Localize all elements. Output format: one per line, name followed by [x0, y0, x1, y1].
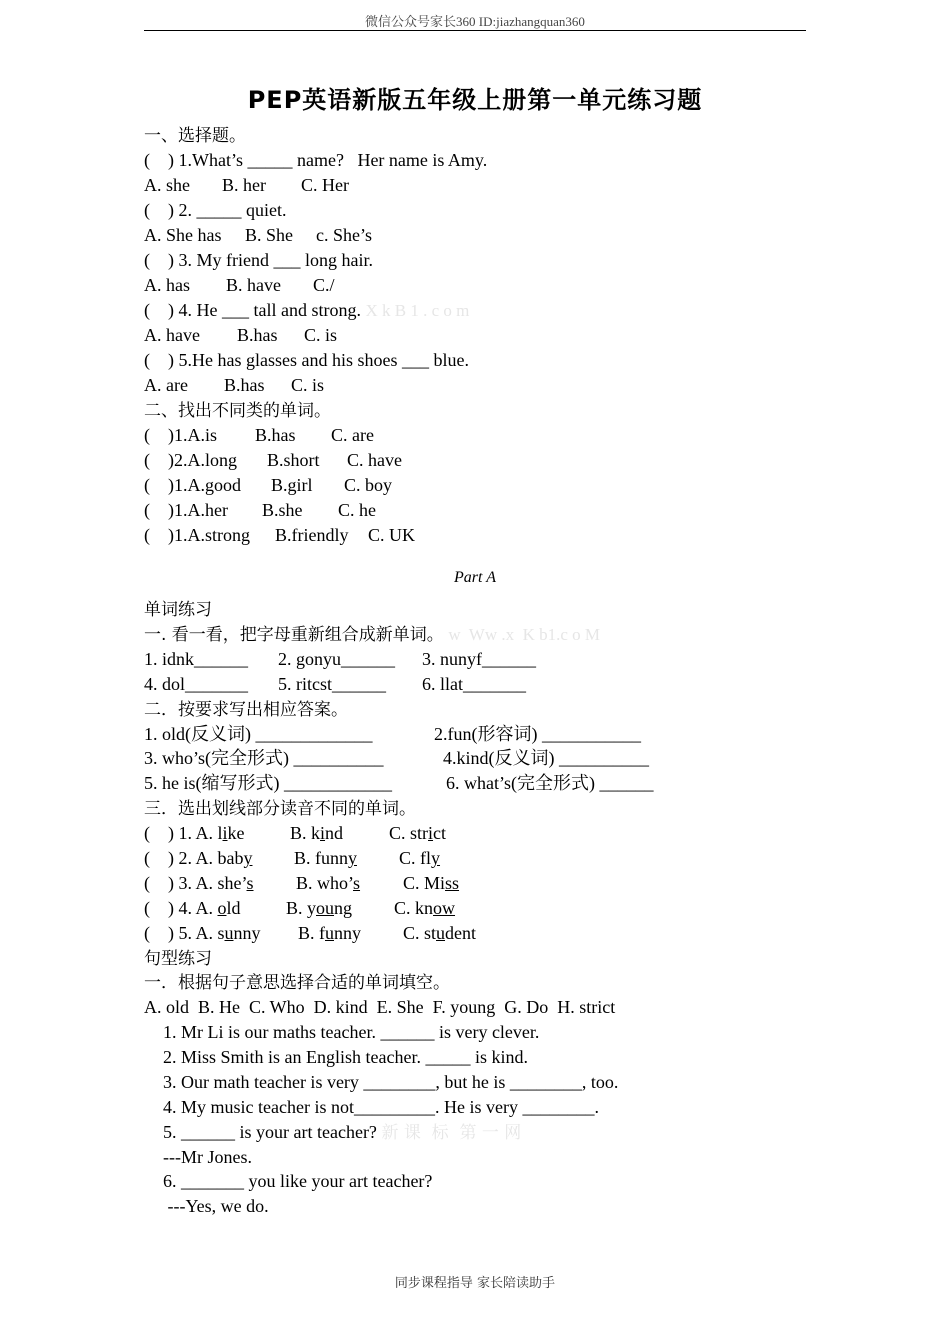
sentence-answer: ---Mr Jones.: [163, 1147, 252, 1167]
phonics-question-5: ( ) 5. A. sunny B. funny C. student: [144, 923, 477, 943]
phonics-question-3: ( ) 3. A. she’s B. who’s C. Miss: [144, 873, 460, 893]
sentences-s1-heading: 一．根据句子意思选择合适的单词填空。: [144, 973, 450, 993]
watermark: X k B 1 . c o m: [365, 301, 470, 320]
sentence-item: 4. My music teacher is not_________. He is very ________.: [163, 1097, 599, 1117]
section2-heading: 二、找出不同类的单词。: [144, 401, 331, 421]
phonics-question-2: ( ) 2. A. baby B. funny C. fly: [144, 848, 441, 868]
question-2-options: A. She has B. She c. She’s: [144, 225, 372, 245]
question-3: ( ) 3. My friend ___ long hair.: [144, 250, 373, 270]
section1-heading: 一、选择题。: [144, 126, 246, 146]
words-s1-heading: 一. 看一看，把字母重新组合成新单词。 w Ww .x K b1.c o M: [144, 625, 601, 645]
sentence-answer: ---Yes, we do.: [163, 1196, 269, 1216]
sentence-item: 3. Our math teacher is very ________, but he is ________, too.: [163, 1072, 619, 1092]
page-title: PEP英语新版五年级上册第一单元练习题: [247, 86, 703, 114]
question-1: ( ) 1.What’s _____ name? Her name is Amy.: [144, 150, 488, 170]
page-footer: 同步课程指导 家长陪读助手: [394, 1276, 556, 1291]
question-4-options: A. have B.has C. is: [144, 325, 338, 345]
odd-one-row: ( )1.A.is B.has C. are: [144, 425, 374, 445]
question-3-options: A. has B. have C./: [144, 275, 335, 295]
watermark: w Ww .x K b1.c o M: [448, 625, 601, 644]
word-options: A. old B. He C. Who D. kind E. She F. young G. Do H. strict: [144, 997, 616, 1017]
header-divider: [144, 30, 806, 31]
answer-row-1: 1. old(反义词) _____________ 2.fun(形容词) ___________: [144, 724, 641, 744]
sentence-item: 2. Miss Smith is an English teacher. _____ is kind.: [163, 1047, 528, 1067]
phonics-question-1: ( ) 1. A. like B. kind C. strict: [144, 823, 447, 843]
question-4: ( ) 4. He ___ tall and strong. X k B 1 . c o m: [144, 300, 470, 320]
question-1-options: A. she B. her C. Her: [144, 175, 349, 195]
odd-one-row: ( )1.A.strong B.friendly C. UK: [144, 525, 416, 545]
odd-one-row: ( )2.A.long B.short C. have: [144, 450, 402, 470]
sentence-item: 6. _______ you like your art teacher?: [163, 1171, 433, 1191]
page-header: 微信公众号家长360 ID:jiazhangquan360: [365, 14, 585, 29]
sentences-heading: 句型练习: [144, 949, 212, 969]
unscramble-row-1: 1. idnk______ 2. gonyu______ 3. nunyf______: [144, 649, 536, 669]
answer-row-2: 3. who’s(完全形式) __________ 4.kind(反义词) __________: [144, 748, 649, 768]
words-heading: 单词练习: [144, 600, 212, 620]
part-a-label: Part A: [454, 569, 496, 586]
question-2: ( ) 2. _____ quiet.: [144, 200, 287, 220]
question-5-options: A. are B.has C. is: [144, 375, 325, 395]
watermark: 新 课 标 第 一 网: [381, 1123, 522, 1143]
words-s3-heading: 三．选出划线部分读音不同的单词。: [144, 799, 416, 819]
odd-one-row: ( )1.A.good B.girl C. boy: [144, 475, 393, 495]
sentence-item: 5. ______ is your art teacher? 新 课 标 第 一 网: [163, 1122, 522, 1143]
sentence-item: 1. Mr Li is our maths teacher. ______ is very clever.: [163, 1022, 540, 1042]
question-5: ( ) 5.He has glasses and his shoes ___ blue.: [144, 350, 469, 370]
answer-row-3: 5. he is(缩写形式) ____________ 6. what’s(完全形式) ______: [144, 773, 654, 793]
unscramble-row-2: 4. dol_______ 5. ritcst______ 6. llat_______: [144, 674, 526, 694]
odd-one-row: ( )1.A.her B.she C. he: [144, 500, 376, 520]
words-s2-heading: 二．按要求写出相应答案。: [144, 700, 348, 720]
phonics-question-4: ( ) 4. A. old B. young C. know: [144, 898, 456, 918]
